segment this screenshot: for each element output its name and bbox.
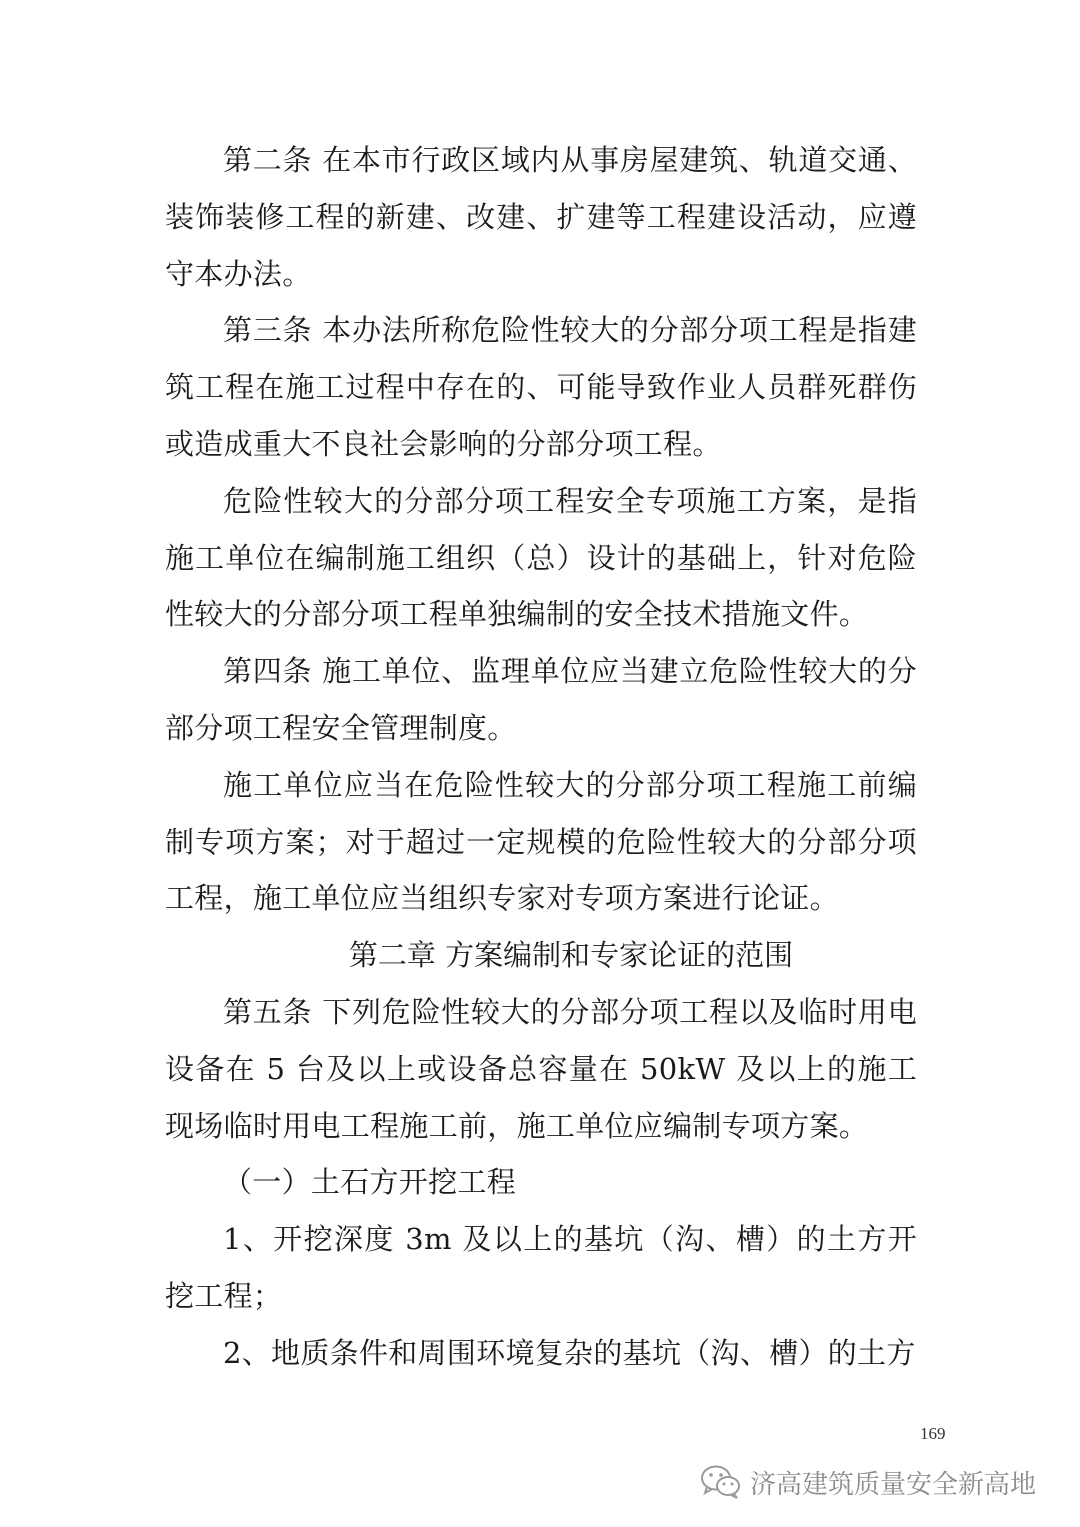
wechat-icon bbox=[700, 1464, 742, 1500]
paragraph-article-2: 第二条 在本市行政区域内从事房屋建筑、轨道交通、装饰装修工程的新建、改建、扩建等工程建设活动，应遵守本办法。 bbox=[165, 143, 917, 291]
paragraph-item-2: 2、地质条件和周围环境复杂的基坑（沟、槽）的土方 bbox=[223, 1335, 916, 1370]
watermark bbox=[700, 1460, 1060, 1504]
paragraph-article-3: 第三条 本办法所称危险性较大的分部分项工程是指建筑工程在施工过程中存在的、可能导致作业人员群死群伤或造成重大不良社会影响的分部分项工程。 bbox=[165, 313, 917, 461]
watermark-text: 济高建筑质量安全新高地 bbox=[750, 1469, 1037, 1500]
paragraph-article-4-requirement: 施工单位应当在危险性较大的分部分项工程施工前编制专项方案；对于超过一定规模的危险性较大的分部分项工程，施工单位应当组织专家对专项方案进行论证。 bbox=[165, 767, 917, 916]
paragraph-article-3-definition: 危险性较大的分部分项工程安全专项施工方案，是指施工单位在编制施工组织（总）设计的基础上，针对危险性较大的分部分项工程单独编制的安全技术措施文件。 bbox=[165, 483, 917, 632]
paragraph-item-1: 1、开挖深度 3m 及以上的基坑（沟、槽）的土方开挖工程； bbox=[165, 1222, 917, 1313]
paragraph-item-earthwork: （一）土石方开挖工程 bbox=[223, 1165, 517, 1200]
chapter-heading: 第二章 方案编制和专家论证的范围 bbox=[348, 938, 794, 973]
page-number: 169 bbox=[920, 1424, 946, 1443]
document-body bbox=[165, 132, 917, 1382]
paragraph-article-5: 第五条 下列危险性较大的分部分项工程以及临时用电设备在 5 台及以上或设备总容量在 50kW 及以上的施工现场临时用电工程施工前，施工单位应编制专项方案。 bbox=[165, 994, 917, 1143]
paragraph-article-4: 第四条 施工单位、监理单位应当建立危险性较大的分部分项工程安全管理制度。 bbox=[165, 654, 917, 745]
